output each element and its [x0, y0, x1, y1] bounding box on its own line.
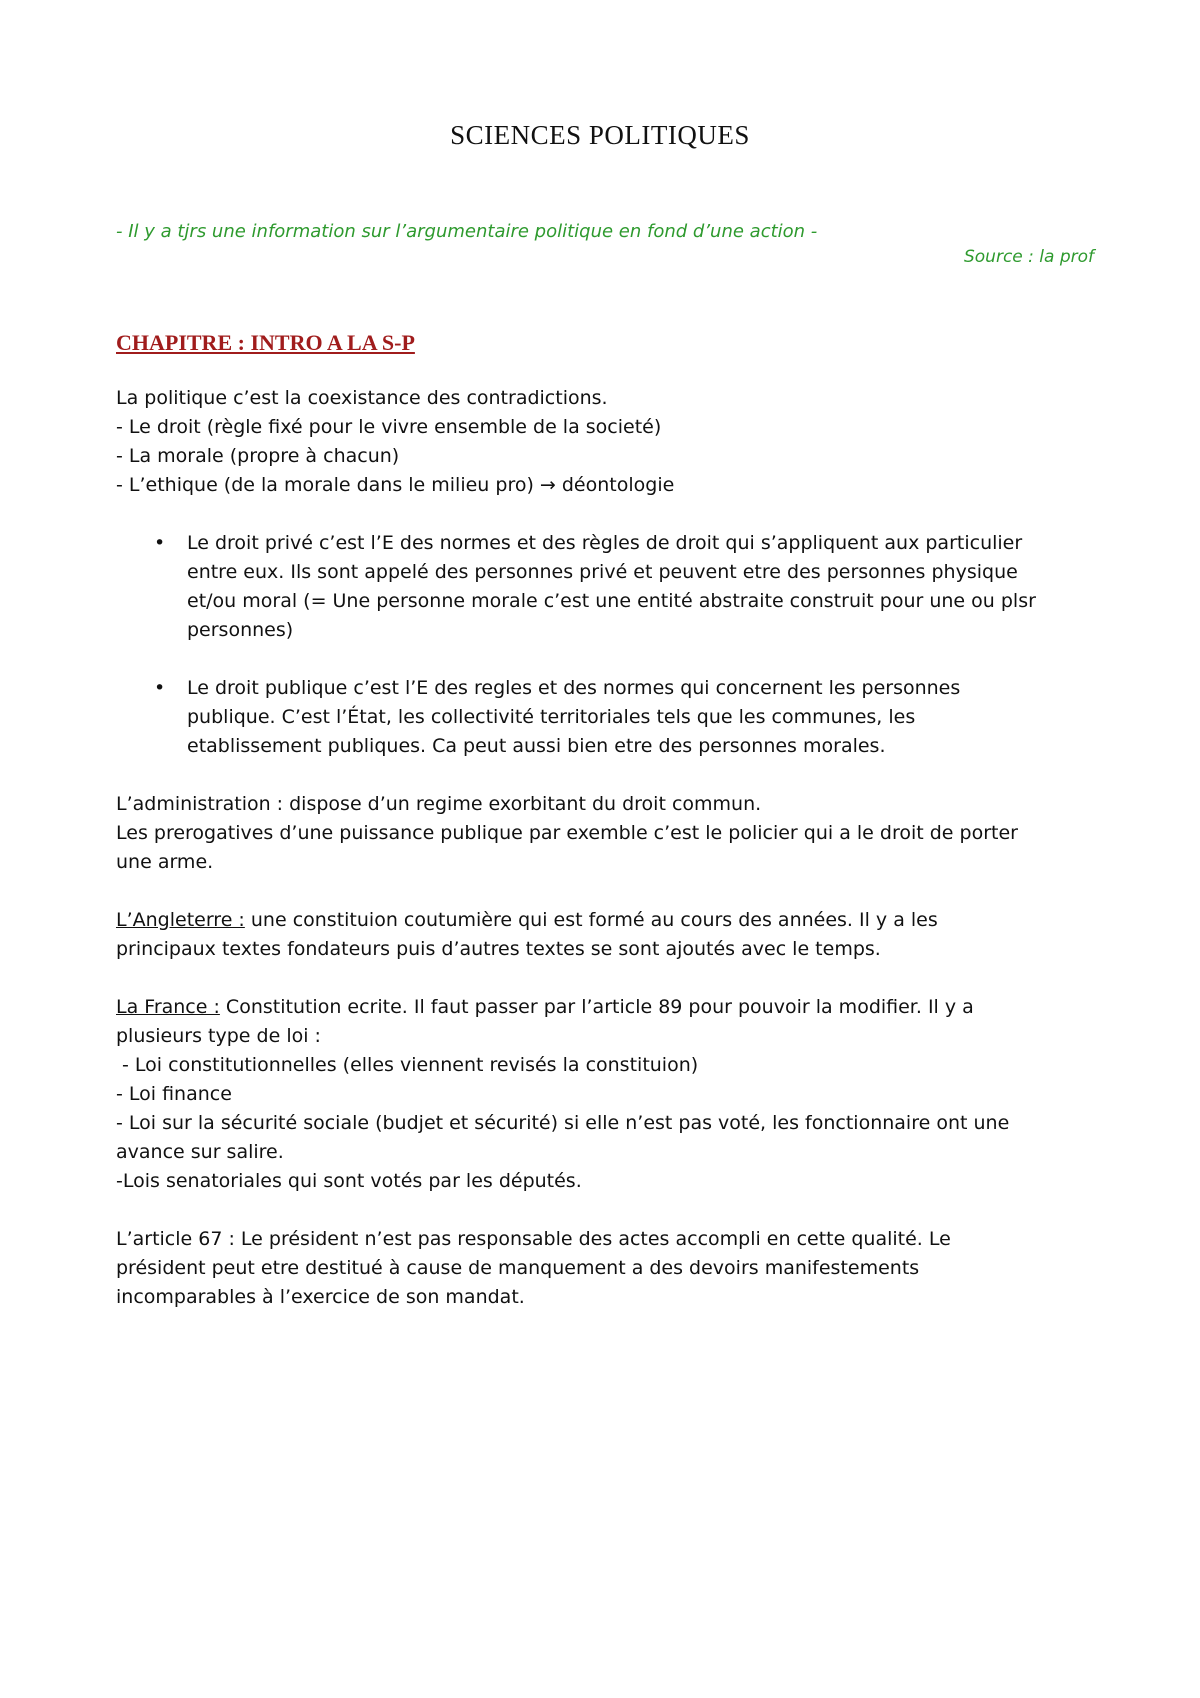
bullet-icon: • [154, 677, 166, 699]
list-item: -Lois senatoriales qui sont votés par les députés. [116, 1170, 582, 1192]
spacer [116, 964, 1096, 993]
paragraph-line: L’article 67 : Le président n’est pas responsable des actes accompli en cette qualité. Le [116, 1228, 951, 1250]
france-label: La France : [116, 996, 220, 1018]
bullet-line: et/ou moral (= Une personne morale c’est une entité abstraite construit pour une ou plsr [187, 590, 1036, 612]
bullet-item-droit-publique [116, 674, 1096, 761]
paragraph-line: - La morale (propre à chacun) [116, 445, 400, 467]
spacer [116, 877, 1096, 906]
paragraph-line: Les prerogatives d’une puissance publique par exemble c’est le policier qui a le droit de porter [116, 822, 1018, 844]
paragraph-line: président peut etre destitué à cause de manquement a des devoirs manifestements [116, 1257, 920, 1279]
paragraph-line [116, 993, 1096, 1022]
paragraph-line: incomparables à l’exercice de son mandat. [116, 1286, 525, 1308]
paragraph-line: - L’ethique (de la morale dans le milieu pro) → déontologie [116, 474, 675, 496]
bullet-line: entre eux. Ils sont appelé des personnes privé et peuvent etre des personnes physique [187, 561, 1018, 583]
angleterre-label: L’Angleterre : [116, 909, 245, 931]
intro-paragraph [116, 384, 1096, 500]
bullet-line: Le droit privé c’est l’E des normes et des règles de droit qui s’appliquent aux particulier [187, 532, 1023, 554]
paragraph-line: une arme. [116, 851, 214, 873]
bullet-line: publique. C’est l’État, les collectivité territoriales tels que les communes, les [187, 706, 916, 728]
paragraph-line: La politique c’est la coexistance des contradictions. [116, 387, 608, 409]
list-item: - Loi constitutionnelles (elles viennent revisés la constituion) [116, 1054, 699, 1076]
bullet-line: personnes) [187, 619, 294, 641]
article67-paragraph [116, 1225, 1096, 1312]
chapter-heading: CHAPITRE : INTRO A LA S-P [116, 330, 415, 355]
list-item: avance sur salire. [116, 1141, 284, 1163]
bullet-icon: • [154, 532, 166, 554]
france-text: Constitution ecrite. Il faut passer par l’article 89 pour pouvoir la modifier. Il y a [219, 996, 974, 1018]
epigraph-source: Source : la prof [963, 247, 1094, 267]
administration-paragraph [116, 790, 1096, 877]
bullet-line: etablissement publiques. Ca peut aussi bien etre des personnes morales. [187, 735, 886, 757]
paragraph-line: plusieurs type de loi : [116, 1025, 321, 1047]
angleterre-paragraph [116, 906, 1096, 964]
spacer [116, 645, 1096, 674]
spacer [116, 761, 1096, 790]
france-paragraph [116, 993, 1096, 1196]
epigraph-quote: - Il y a tjrs une information sur l’argumentaire politique en fond d’une action - [116, 221, 818, 242]
paragraph-line [116, 906, 1096, 935]
paragraph-line: L’administration : dispose d’un regime exorbitant du droit commun. [116, 793, 762, 815]
list-item: - Loi sur la sécurité sociale (budjet et sécurité) si elle n’est pas voté, les fonctionnaire ont une [116, 1112, 1010, 1134]
document-body [116, 384, 1096, 1312]
spacer [116, 500, 1096, 529]
bullet-line: Le droit publique c’est l’E des regles et des normes qui concernent les personnes [187, 677, 961, 699]
bullet-item-droit-prive [116, 529, 1096, 645]
document-title: SCIENCES POLITIQUES [450, 120, 750, 150]
paragraph-line: - Le droit (règle fixé pour le vivre ensemble de la societé) [116, 416, 662, 438]
list-item: - Loi finance [116, 1083, 232, 1105]
paragraph-line: principaux textes fondateurs puis d’autres textes se sont ajoutés avec le temps. [116, 938, 881, 960]
angleterre-text: une constituion coutumière qui est formé au cours des années. Il y a les [244, 909, 938, 931]
spacer [116, 1196, 1096, 1225]
